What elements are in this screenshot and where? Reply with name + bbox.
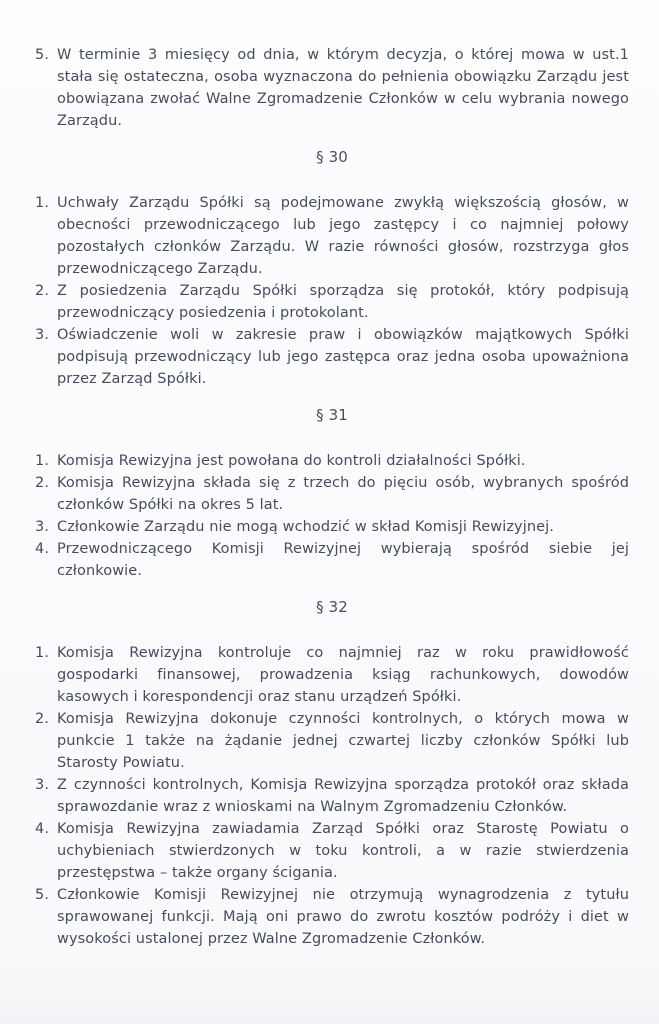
item-text: Komisja Rewizyjna składa się z trzech do pięciu osób, wybranych spośród członków Spółki na okres 5 lat.: [57, 475, 629, 513]
paragraph-31-list: [35, 450, 629, 582]
item-text: Komisja Rewizyjna zawiadamia Zarząd Spółki oraz Starostę Powiatu o uchybieniach stwierdzonych w toku kontroli, a w razie stwierdzenia przestępstwa – także organy ścigania.: [57, 821, 629, 881]
list-item: [35, 324, 629, 390]
list-item: [35, 192, 629, 280]
list-item: [35, 538, 629, 582]
item-text: Oświadczenie woli w zakresie praw i obowiązków majątkowych Spółki podpisują przewodniczący lub jego zastępca oraz jedna osoba upoważniona przez Zarząd Spółki.: [57, 327, 629, 387]
item-number: 5.: [35, 887, 50, 903]
item-text: Z posiedzenia Zarządu Spółki sporządza się protokół, który podpisują przewodniczący posiedzenia i protokolant.: [57, 283, 629, 321]
paragraph-heading: § 30: [316, 148, 348, 166]
list-item: [35, 884, 629, 950]
item-number: 5.: [35, 47, 50, 63]
list-item: [35, 472, 629, 516]
item-number: 2.: [35, 711, 50, 727]
item-text: Z czynności kontrolnych, Komisja Rewizyjna sporządza protokół oraz składa sprawozdanie wraz z wnioskami na Walnym Zgromadzeniu Członków.: [57, 777, 629, 815]
scan-shading: [0, 964, 659, 1024]
paragraph-30-list: [35, 192, 629, 390]
item-number: 2.: [35, 283, 50, 299]
item-text: Członkowie Komisji Rewizyjnej nie otrzymują wynagrodzenia z tytułu sprawowanej funkcji. Mają oni prawo do zwrotu kosztów podróży i diet w wysokości ustalonej przez Walne Zgromadzenie Członków.: [57, 887, 629, 947]
list-item: [35, 774, 629, 818]
item-text: W terminie 3 miesięcy od dnia, w którym decyzja, o której mowa w ust.1 stała się ostateczna, osoba wyznaczona do pełnienia obowiązku Zarządu jest obowiązana zwołać Walne Zgromadzenie Członków w celu wybrania nowego Zarządu.: [57, 47, 629, 129]
paragraph-heading: § 31: [316, 406, 348, 424]
item-number: 3.: [35, 777, 50, 793]
item-text: Komisja Rewizyjna kontroluje co najmniej raz w roku prawidłowość gospodarki finansowej, prowadzenia ksiąg rachunkowych, dowodów kasowych i korespondencji oraz stanu urządzeń Spółki.: [57, 645, 629, 705]
item-number: 2.: [35, 475, 50, 491]
item-number: 3.: [35, 519, 50, 535]
item-number: 1.: [35, 195, 50, 211]
list-item: [35, 450, 629, 472]
item-number: 4.: [35, 821, 50, 837]
list-item: [35, 280, 629, 324]
list-item: [35, 642, 629, 708]
item-text: Uchwały Zarządu Spółki są podejmowane zwykłą większością głosów, w obecności przewodniczącego lub jego zastępcy i co najmniej połowy pozostałych członków Zarządu. W razie równości głosów, rozstrzyga głos przewodniczącego Zarządu.: [57, 195, 629, 277]
item-number: 3.: [35, 327, 50, 343]
paragraph-heading: § 32: [316, 598, 348, 616]
list-item: [35, 516, 629, 538]
list-item: [35, 44, 629, 132]
list-item: [35, 818, 629, 884]
intro-list: [35, 44, 629, 132]
item-number: 1.: [35, 453, 50, 469]
item-text: Komisja Rewizyjna dokonuje czynności kontrolnych, o których mowa w punkcie 1 także na żądanie jednej czwartej liczby członków Spółki lub Starosty Powiatu.: [57, 711, 629, 771]
item-text: Komisja Rewizyjna jest powołana do kontroli działalności Spółki.: [57, 453, 526, 469]
item-text: Członkowie Zarządu nie mogą wchodzić w skład Komisji Rewizyjnej.: [57, 519, 554, 535]
paragraph-32-list: [35, 642, 629, 950]
list-item: [35, 708, 629, 774]
item-number: 1.: [35, 645, 50, 661]
item-number: 4.: [35, 541, 50, 557]
item-text: Przewodniczącego Komisji Rewizyjnej wybierają spośród siebie jej członkowie.: [57, 541, 629, 579]
